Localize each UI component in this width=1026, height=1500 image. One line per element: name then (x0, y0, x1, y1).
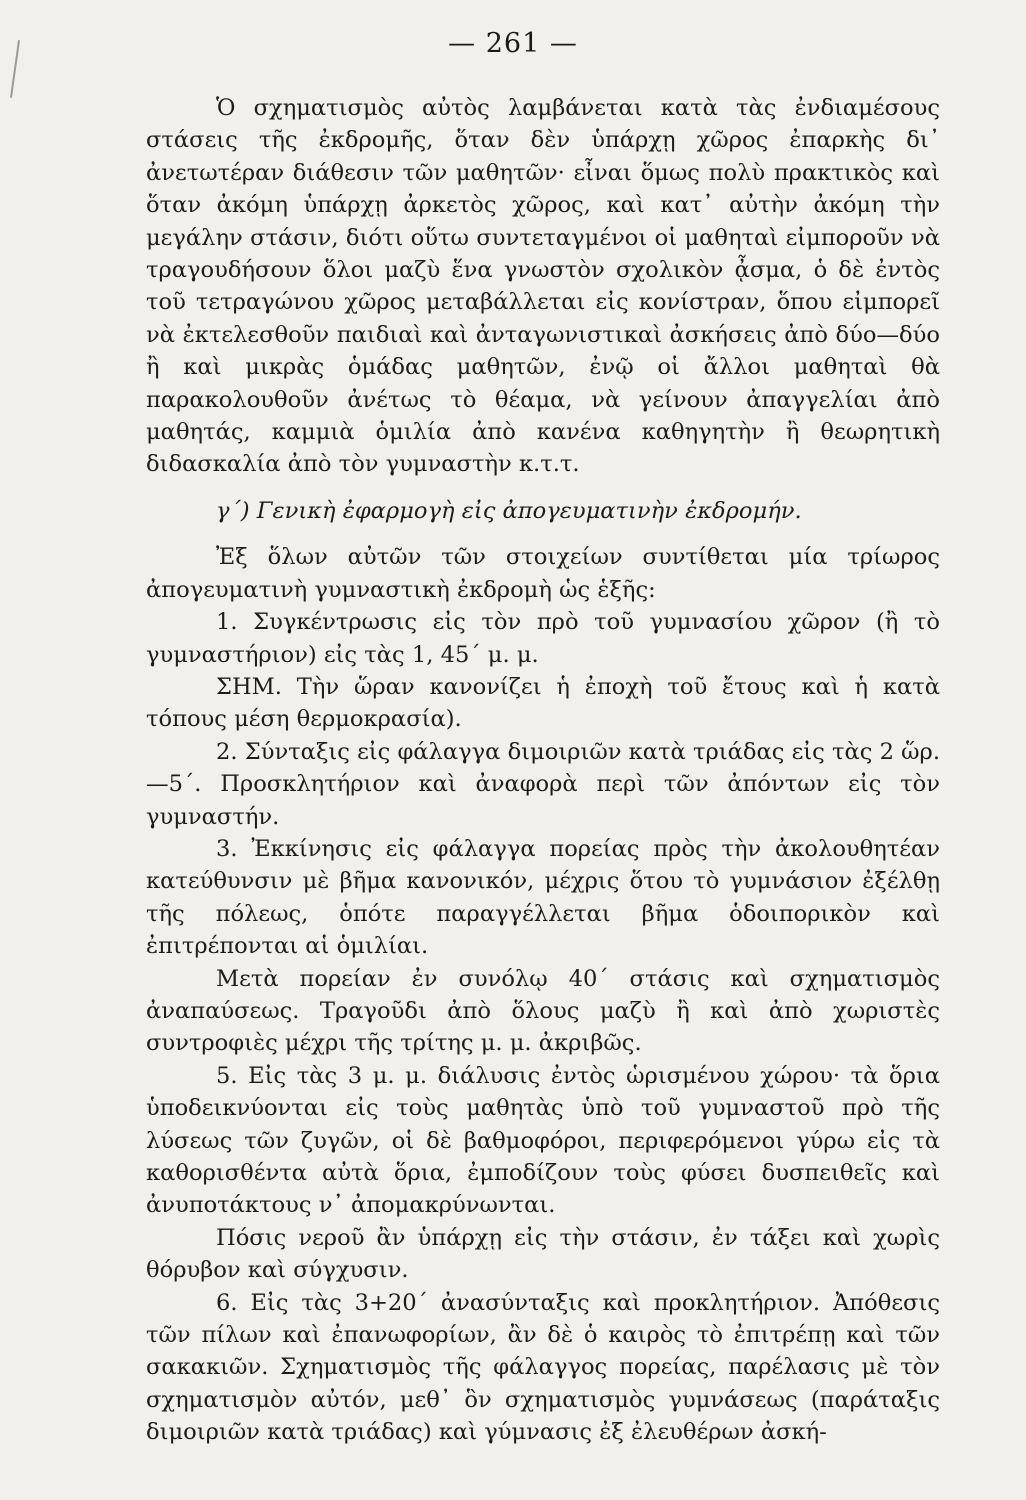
paragraph-item-1: 1. Συγκέντρωσις εἰς τὸν πρὸ τοῦ γυμνασίου χῶρον (ἢ τὸ γυμναστήριον) εἰς τὰς 1, 45΄ μ. μ. (146, 609, 940, 668)
paragraph-water: Πόσις νεροῦ ἂν ὑπάρχῃ εἰς τὴν στάσιν, ἐν τάξει καὶ χωρὶς θόρυβον καὶ σύγχυσιν. (146, 1224, 940, 1284)
paragraph-rest-stop: Μετὰ πορείαν ἐν συνόλῳ 40΄ στάσις καὶ σχηματισμὸς ἀναπαύσεως. Τραγοῦδι ἀπὸ ὅλους μαζὺ ἢ καὶ ἀπὸ χωριστὲς συντροφιὲς μέχρι τῆς τρίτης μ. μ. ἀκριβῶς. (146, 965, 940, 1057)
body-text (146, 92, 940, 1449)
paragraph-formation: Ὁ σχηματισμὸς αὐτὸς λαμβάνεται κατὰ τὰς ἐνδιαμέσους στάσεις τῆς ἐκδρομῆς, ὅταν δὲν ὑπάρχῃ χῶρος ἐπαρκὴς δι᾽ ἀνετωτέραν διάθεσιν τῶν μαθητῶν· εἶναι ὅμως πολὺ πρακτικὸς καὶ ὅταν ἀκόμη ὑπάρχῃ ἀρκετὸς χῶρος, καὶ κατ᾽ αὐτὴν ἀκόμη τὴν μεγάλην στάσιν, διότι οὕτω συντεταγμένοι οἱ μαθηταὶ εἰμποροῦν νὰ τραγουδήσουν ὅλοι μαζὺ ἕνα γνωστὸν σχολικὸν ᾆσμα, ὁ δὲ ἐντὸς τοῦ τετραγώνου χῶρος μεταβάλλεται εἰς κονίστραν, ὅπου εἰμπορεῖ νὰ ἐκτελεσθοῦν παιδιαὶ καὶ ἀνταγωνιστικαὶ ἀσκήσεις ἀπὸ δύο—δύο ἢ καὶ μικρὰς ὁμάδας μαθητῶν, ἐνῷ οἱ ἄλλοι μαθηταὶ θὰ παρακολουθοῦν ἀνέτως τὸ θέαμα, νὰ γείνουν ἀπαγγελίαι ἀπὸ μαθητάς, καμμιὰ ὁμιλία ἀπὸ κανένα καθηγητὴν ἢ θεωρητικὴ διδασκαλία ἀπὸ τὸν γυμναστὴν κ.τ.τ. (146, 95, 940, 478)
section-heading: γ΄) Γενικὴ ἐφαρμογὴ εἰς ἀπογευματινὴν ἐκδρομήν. (216, 497, 802, 524)
paragraph-item-2: 2. Σύνταξις εἰς φάλαγγα διμοιριῶν κατὰ τριάδας εἰς τὰς 2 ὥρ.—5΄. Προσκλητήριον καὶ ἀναφορὰ περὶ τῶν ἀπόντων εἰς τὸν γυμναστήν. (146, 738, 941, 830)
paragraph-item-5: 5. Εἰς τὰς 3 μ. μ. διάλυσις ἐντὸς ὡρισμένου χώρου· τὰ ὅρια ὑποδεικνύονται εἰς τοὺς μαθητὰς ὑπὸ τοῦ γυμναστοῦ πρὸ τῆς λύσεως τῶν ζυγῶν, οἱ δὲ βαθμοφόροι, περιφερόμενοι γύρω εἰς τὰ καθορισθέντα αὐτὰ ὅρια, ἐμποδίζουν τοὺς φύσει δυσπειθεῖς καὶ ἀνυποτάκτους ν᾽ ἀπομακρύνωνται. (146, 1062, 940, 1219)
paragraph-note: ΣΗΜ. Τὴν ὥραν κανονίζει ἡ ἐποχὴ τοῦ ἔτους καὶ ἡ κατὰ τόπους μέση θερμοκρασία). (146, 673, 940, 733)
page-number: — 261 — (448, 28, 578, 59)
paragraph-intro: Ἐξ ὅλων αὐτῶν τῶν στοιχείων συντίθεται μία τρίωρος ἀπογευματινὴ γυμναστικὴ ἐκδρομὴ ὡς ἑξῆς: (146, 544, 940, 603)
paragraph-item-6: 6. Εἰς τὰς 3+20΄ ἀνασύνταξις καὶ προκλητήριον. Ἀπόθεσις τῶν πίλων καὶ ἐπανωφορίων, ἂν δὲ ὁ καιρὸς τὸ ἐπιτρέπῃ καὶ τῶν σακακιῶν. Σχηματισμὸς τῆς φάλαγγος πορείας, παρέλασις μὲ τὸν σχηματισμὸν αὐτόν, μεθ᾽ ὃν σχηματισμὸς γυμνάσεως (παράταξις διμοιριῶν κατὰ τριάδας) καὶ γύμνασις ἐξ ἐλευθέρων ἀσκή- (146, 1289, 940, 1446)
paragraph-item-3: 3. Ἐκκίνησις εἰς φάλαγγα πορείας πρὸς τὴν ἀκολουθητέαν κατεύθυνσιν μὲ βῆμα κανονικόν, μέχρις ὅτου τὸ γυμνάσιον ἐξέλθῃ τῆς πόλεως, ὁπότε παραγγέλλεται βῆμα ὁδοιπορικὸν καὶ ἐπιτρέπονται αἱ ὁμιλίαι. (146, 835, 940, 960)
